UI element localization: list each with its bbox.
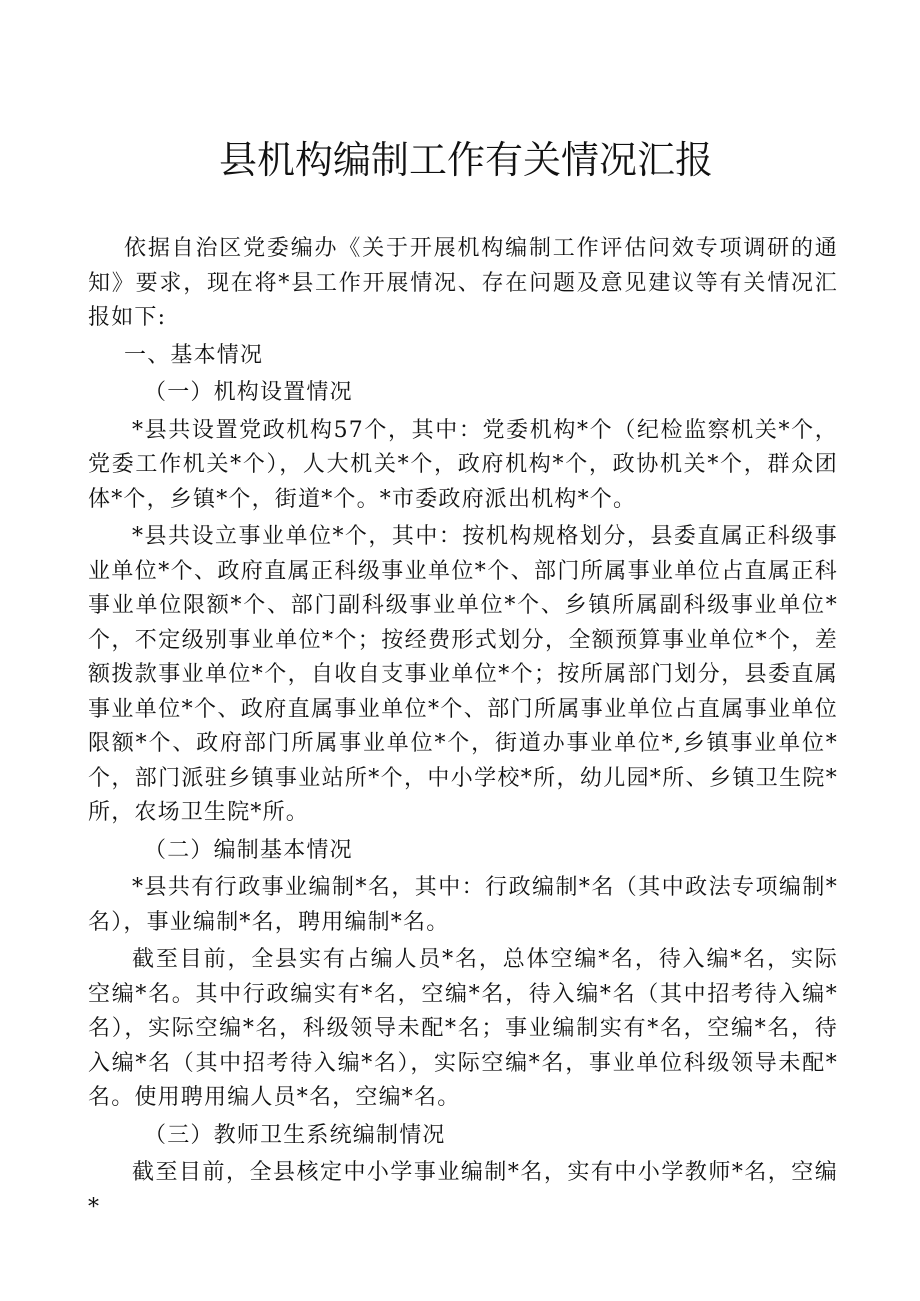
intro-paragraph: 依据自治区党委编办《关于开展机构编制工作评估问效专项调研的通知》要求，现在将*县工作开展情况、存在问题及意见建议等有关情况汇报如下: bbox=[88, 236, 838, 330]
paragraph-party-government-institutions: *县共设置党政机构57个，其中：党委机构*个（纪检监察机关*个，党委工作机关*个），人大机关*个，政府机构*个，政协机关*个，群众团体*个，乡镇*个，街道*个。*市委政府派出机构*个。 bbox=[88, 417, 838, 512]
paragraph-staffing-actual: 截至目前，全县实有占编人员*名，总体空编*名，待入编*名，实际空编*名。其中行政编实有*名，空编*名，待入编*名（其中招考待入编*名），实际空编*名，科级领导未配*名；事业编制实有*名，空编*名，待入编*名（其中招考待入编*名），实际空编*名，事业单位科级领导未配*名。使用聘用编人员*名，空编*名。 bbox=[88, 947, 838, 1110]
paragraph-public-institutions: *县共设立事业单位*个，其中：按机构规格划分，县委直属正科级事业单位*个、政府直属正科级事业单位*个、部门所属事业单位占直属正科事业单位限额*个、部门副科级事业单位*个、乡镇所属副科级事业单位*个，不定级别事业单位*个；按经费形式划分，全额预算事业单位*个，差额拨款事业单位*个，自收自支事业单位*个；按所属部门划分，县委直属事业单位*个、政府直属事业单位*个、部门所属事业单位占直属事业单位限额*个、政府部门所属事业单位*个，街道办事业单位*,乡镇事业单位*个，部门派驻乡镇事业站所*个，中小学校*所，幼儿园*所、乡镇卫生院*所，农场卫生院*所。 bbox=[88, 524, 838, 825]
subsection-heading-teacher-health: （三）教师卫生系统编制情况 bbox=[144, 1122, 446, 1148]
document-body bbox=[88, 232, 838, 1225]
paragraph-staffing-total: *县共有行政事业编制*名，其中：行政编制*名（其中政法专项编制*名），事业编制*名，聘用编制*名。 bbox=[88, 875, 838, 935]
paragraph-teacher-staffing: 截至目前，全县核定中小学事业编制*名，实有中小学教师*名，空编* bbox=[88, 1160, 838, 1220]
subsection-heading-institutions: （一）机构设置情况 bbox=[144, 380, 353, 405]
section-heading-basic: 一、基本情况 bbox=[124, 342, 264, 368]
subsection-heading-staffing: （二）编制基本情况 bbox=[144, 837, 353, 863]
document-title: 县机构编制工作有关情况汇报 bbox=[218, 138, 713, 182]
